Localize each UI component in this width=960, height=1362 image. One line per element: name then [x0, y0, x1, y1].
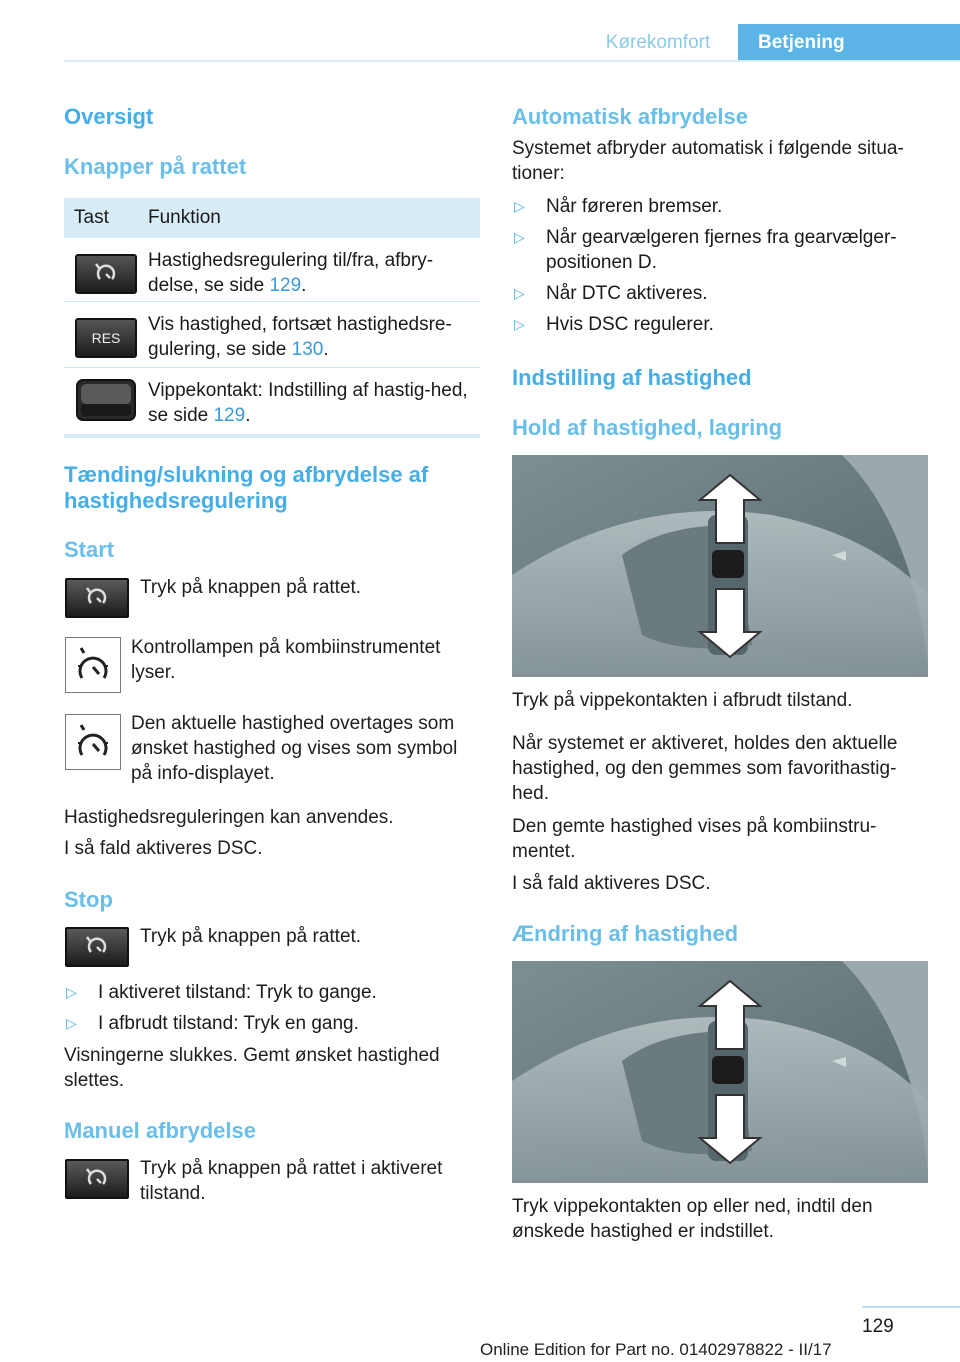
heading-start: Start	[64, 537, 115, 562]
row-text: Hastighedsregulering til/fra, afbry-delse, se side 129.	[148, 250, 434, 296]
heading-hold: Hold af hastighed, lagring	[512, 415, 783, 440]
res-button-icon: RES	[75, 318, 137, 358]
heading-manuel: Manuel afbrydelse	[64, 1118, 256, 1143]
heading-taending: Tænding/slukning og afbrydelse af hastighedsregulering	[64, 462, 429, 513]
manuel-text: Tryk på knappen på rattet i aktiveret tilstand.	[140, 1158, 443, 1204]
auto-intro-text: Systemet afbryder automatisk i følgende situa-tioner:	[512, 138, 904, 184]
heading-aendring: Ændring af hastighed	[512, 921, 739, 946]
table-row	[64, 368, 480, 434]
steering-wheel-rocker-image	[512, 455, 928, 677]
tab-betjening[interactable]: Betjening	[738, 24, 960, 62]
lamp-text-2: Den aktuelle hastighed overtages som ønsket hastighed og vises som symbol på info-displayet.	[131, 713, 458, 784]
col-tast: Tast	[74, 207, 109, 228]
aendring-text: Tryk vippekontakten op eller ned, indtil den ønskede hastighed er indstillet.	[512, 1196, 873, 1242]
heading-indstilling: Indstilling af hastighed	[512, 365, 752, 390]
displays-off-text: Visningerne slukkes. Gemt ønsket hastighed slettes.	[64, 1045, 440, 1091]
cruise-control-button-icon	[65, 1159, 129, 1199]
table-header	[64, 198, 480, 238]
heading-stop: Stop	[64, 887, 113, 912]
speedometer-display-icon	[65, 714, 121, 770]
heading-oversigt: Oversigt	[64, 104, 154, 129]
dsc-text-1: I så fald aktiveres DSC.	[64, 838, 263, 859]
list-item: ▷ I aktiveret tilstand: Tryk to gange.	[66, 982, 377, 1003]
lamp-text-1: Kontrollampen på kombiinstrumentet lyser.	[131, 637, 441, 683]
header-divider	[64, 60, 960, 62]
page-link[interactable]: 130	[291, 339, 324, 360]
cruise-control-button-icon	[65, 927, 129, 967]
col-funktion: Funktion	[148, 207, 221, 228]
hold-text-1: Tryk på vippekontakten i afbrudt tilstand.	[512, 690, 853, 711]
cruise-control-button-icon	[65, 578, 129, 618]
page-link[interactable]: 129	[213, 405, 246, 426]
edition-text: Online Edition for Part no. 01402978822 - II/17	[480, 1340, 832, 1359]
row-text: Vis hastighed, fortsæt hastighedsre-gulering, se side 130.	[148, 314, 452, 360]
stop-bullet-list	[64, 980, 480, 1042]
table-bottom-rule	[64, 434, 480, 438]
table-row	[64, 302, 480, 368]
auto-bullet-list	[512, 194, 930, 343]
dsc-text-2: I så fald aktiveres DSC.	[512, 873, 711, 894]
page-number: 129	[862, 1316, 894, 1337]
row-text: Vippekontakt: Indstilling af hastig-hed, se side 129.	[148, 380, 468, 426]
tab-korekomfort[interactable]: Kørekomfort	[605, 32, 711, 53]
rocker-switch-icon	[75, 378, 137, 422]
start-text: Tryk på knappen på rattet.	[140, 577, 362, 598]
speedometer-indicator-icon	[65, 637, 121, 693]
page-link[interactable]: 129	[269, 275, 302, 296]
list-item: ▷ Når gearvælgeren fjernes fra gearvælger-positionen D.	[514, 227, 897, 273]
table-row	[64, 238, 480, 302]
cruise-control-button-icon	[75, 254, 137, 294]
list-item: ▷ Hvis DSC regulerer.	[514, 314, 714, 335]
hold-text-3: Den gemte hastighed vises på kombiinstru-mentet.	[512, 816, 877, 862]
buttons-table	[64, 198, 480, 438]
heading-knapper: Knapper på rattet	[64, 154, 247, 179]
list-item: ▷ Når føreren bremser.	[514, 196, 723, 217]
heading-auto: Automatisk afbrydelse	[512, 104, 748, 129]
footer-divider	[862, 1306, 960, 1308]
hold-text-2: Når systemet er aktiveret, holdes den aktuelle hastighed, og den gemmes som favorithastig-hed.	[512, 733, 898, 804]
can-use-text: Hastighedsreguleringen kan anvendes.	[64, 807, 394, 828]
list-item: ▷ I afbrudt tilstand: Tryk en gang.	[66, 1013, 359, 1034]
list-item: ▷ Når DTC aktiveres.	[514, 283, 708, 304]
stop-text: Tryk på knappen på rattet.	[140, 926, 362, 947]
steering-wheel-rocker-image	[512, 961, 928, 1183]
